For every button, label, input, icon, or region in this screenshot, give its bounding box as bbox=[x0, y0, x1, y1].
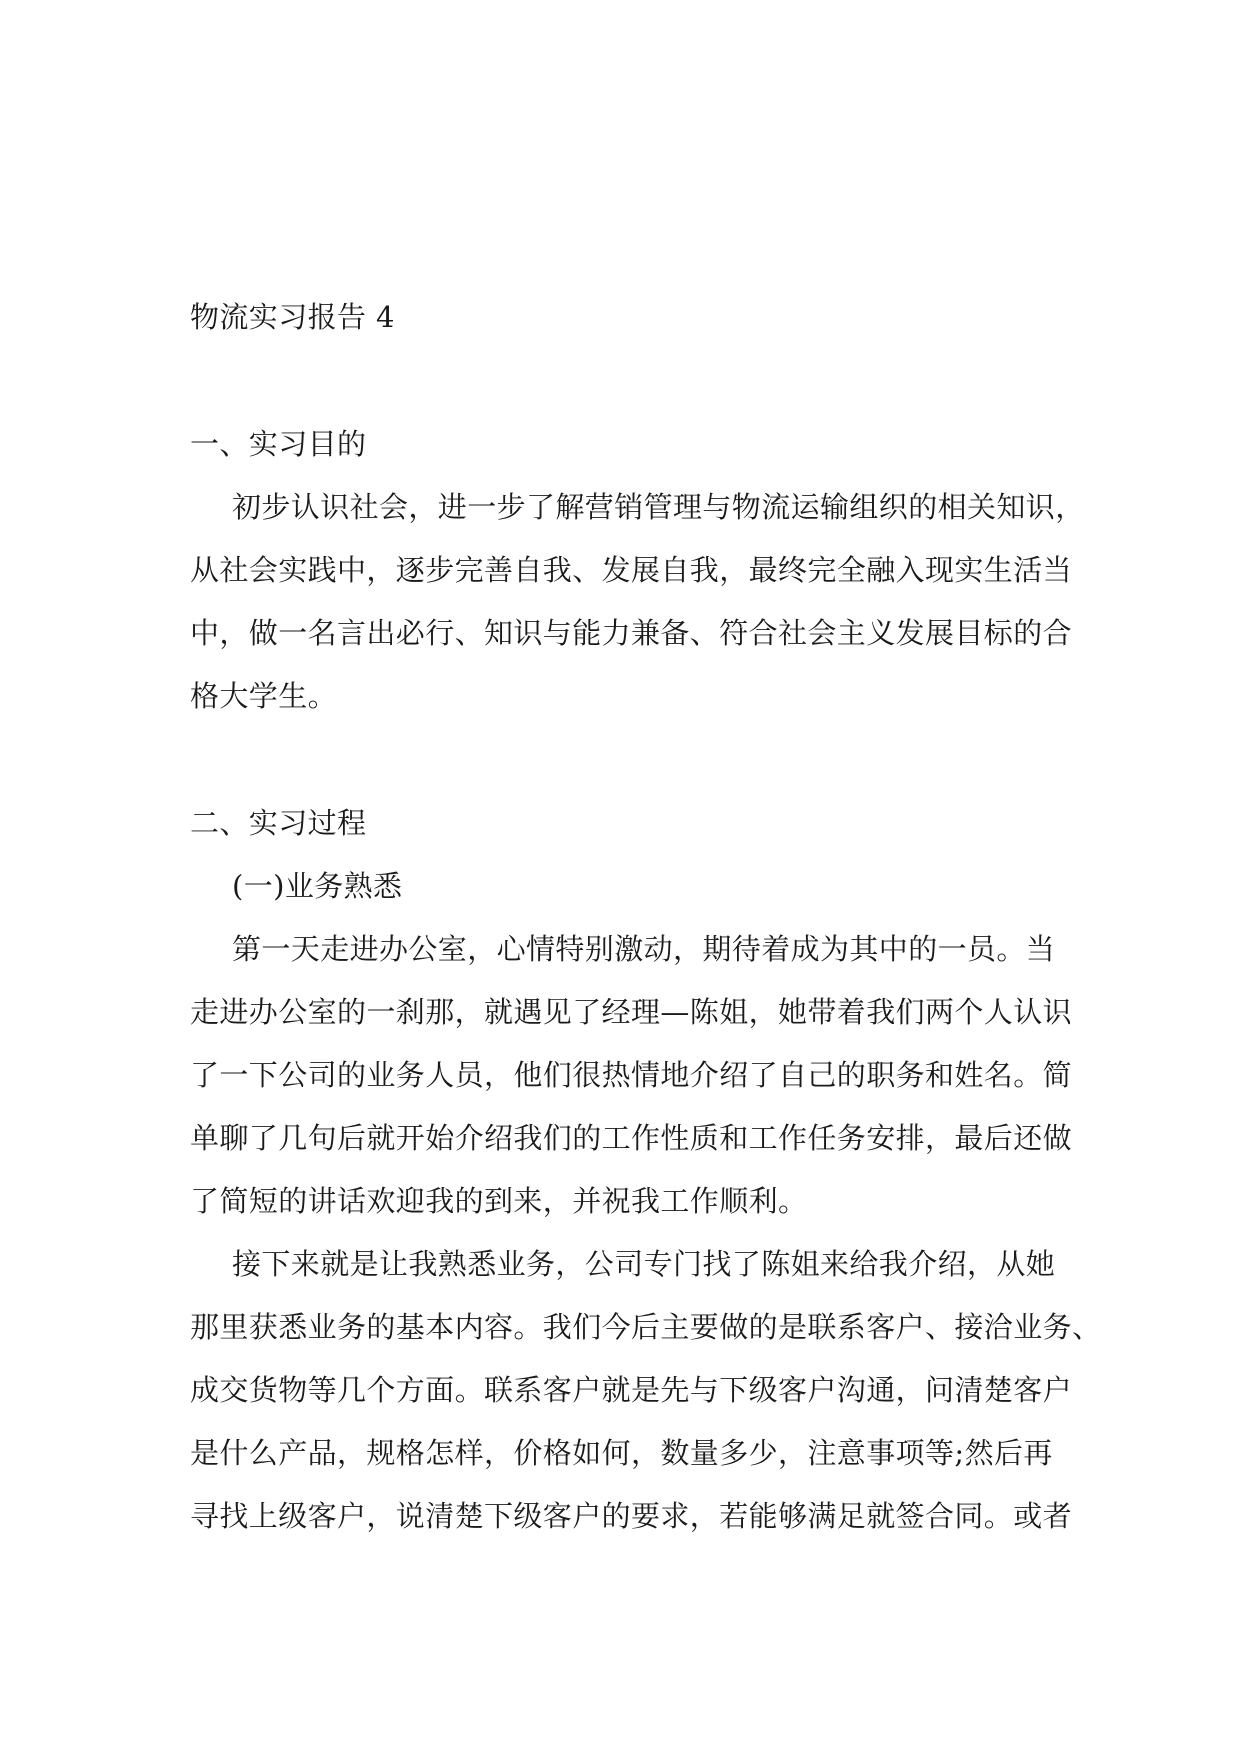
paragraph-line: 成交货物等几个方面。联系客户就是先与下级客户沟通，问清楚客户 bbox=[190, 1373, 1073, 1407]
paragraph-line: 那里获悉业务的基本内容。我们今后主要做的是联系客户、接洽业务、 bbox=[190, 1310, 1102, 1344]
paragraph-line: 走进办公室的一刹那，就遇见了经理—陈姐，她带着我们两个人认识 bbox=[190, 995, 1073, 1029]
paragraph-line: 了简短的讲话欢迎我的到来，并祝我工作顺利。 bbox=[190, 1184, 808, 1218]
paragraph-line: 是什么产品，规格怎样，价格如何，数量多少，注意事项等;然后再 bbox=[190, 1436, 1053, 1470]
section-1-heading: 一、实习目的 bbox=[190, 427, 367, 461]
paragraph-line: 接下来就是让我熟悉业务，公司专门找了陈姐来给我介绍，从她 bbox=[232, 1247, 1056, 1281]
section-2-subheading: (一)业务熟悉 bbox=[232, 869, 403, 903]
paragraph-line: 了一下公司的业务人员，他们很热情地介绍了自己的职务和姓名。简 bbox=[190, 1058, 1073, 1092]
document-title: 物流实习报告 4 bbox=[190, 300, 395, 334]
paragraph-line: 格大学生。 bbox=[190, 679, 338, 713]
paragraph-line: 从社会实践中，逐步完善自我、发展自我，最终完全融入现实生活当 bbox=[190, 553, 1073, 587]
paragraph-line: 单聊了几句后就开始介绍我们的工作性质和工作任务安排，最后还做 bbox=[190, 1121, 1073, 1155]
paragraph-line: 中，做一名言出必行、知识与能力兼备、符合社会主义发展目标的合 bbox=[190, 616, 1073, 650]
paragraph-line: 寻找上级客户，说清楚下级客户的要求，若能够满足就签合同。或者 bbox=[190, 1499, 1073, 1533]
paragraph-line: 初步认识社会，进一步了解营销管理与物流运输组织的相关知识， bbox=[232, 490, 1085, 524]
paragraph-line: 第一天走进办公室，心情特别激动，期待着成为其中的一员。当 bbox=[232, 932, 1056, 966]
section-2-heading: 二、实习过程 bbox=[190, 806, 367, 840]
